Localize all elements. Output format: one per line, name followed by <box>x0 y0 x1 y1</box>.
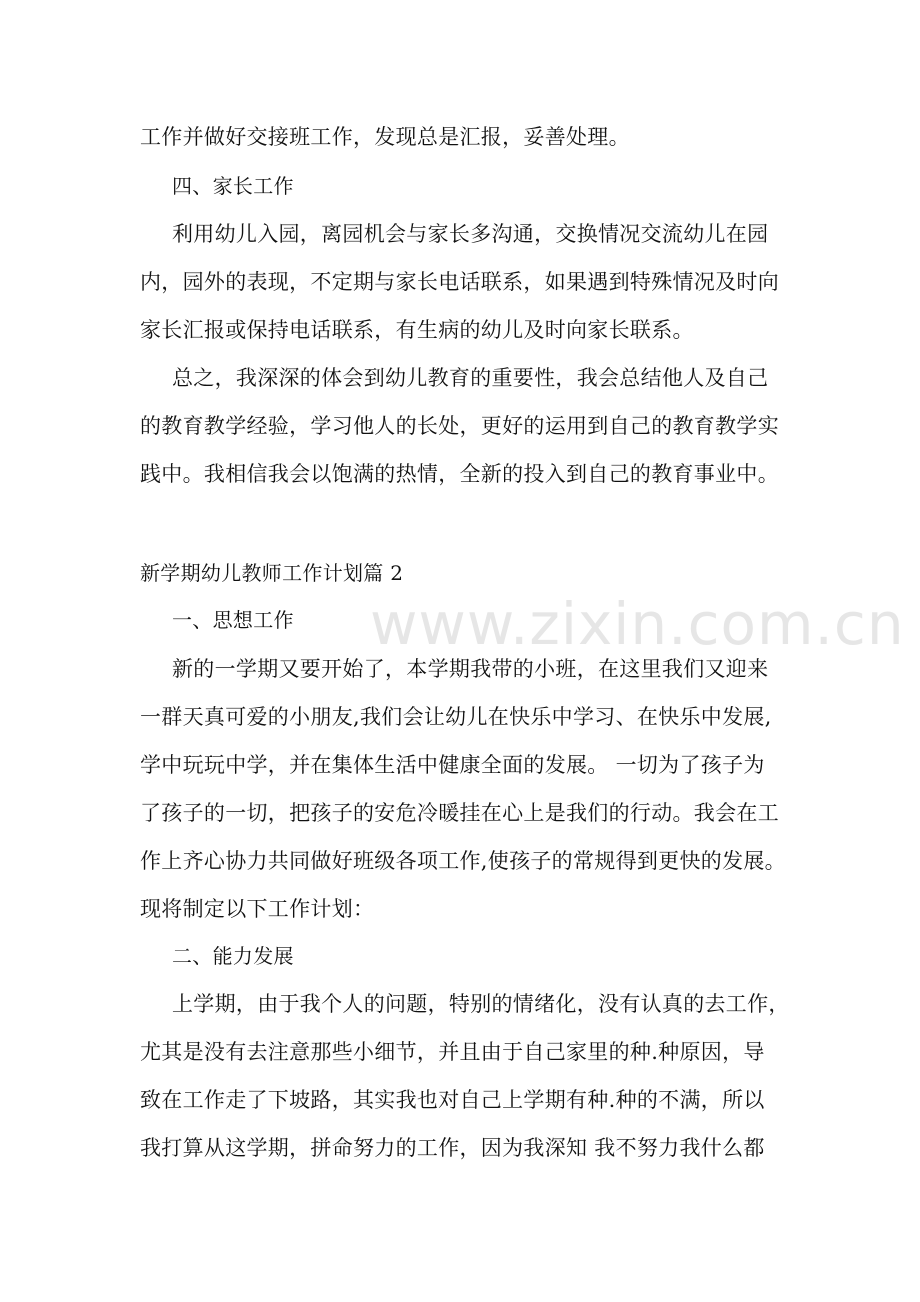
paragraph-line: 新的一学期又要开始了，本学期我带的小班，在这里我们又迎来 <box>172 657 769 681</box>
paragraph-line: 上学期，由于我个人的问题，特别的情绪化，没有认真的去工作， <box>172 992 790 1016</box>
paragraph-line: 践中。我相信我会以饱满的热情，全新的投入到自己的教育事业中。 <box>140 462 779 486</box>
section-heading-ability: 二、能力发展 <box>172 944 294 968</box>
section-heading-parent-work: 四、家长工作 <box>172 174 294 198</box>
paragraph-line: 内，园外的表现，不定期与家长电话联系，如果遇到特殊情况及时向 <box>140 270 779 294</box>
paragraph-line: 学中玩玩中学，并在集体生活中健康全面的发展。 一切为了孩子为 <box>140 753 765 777</box>
paragraph-line: 致在工作走了下坡路，其实我也对自己上学期有种.种的不满，所以 <box>140 1088 765 1112</box>
section-heading-thought-work: 一、思想工作 <box>172 608 294 632</box>
paragraph-line: 作上齐心协力共同做好班级各项工作,使孩子的常规得到更快的发展。 <box>140 849 786 873</box>
paragraph-line: 现将制定以下工作计划： <box>140 897 375 921</box>
paragraph-line: 总之，我深深的体会到幼儿教育的重要性，我会总结他人及自己 <box>172 366 769 390</box>
paragraph-line: 利用幼儿入园，离园机会与家长多沟通，交换情况交流幼儿在园 <box>172 222 769 246</box>
paragraph-line: 工作并做好交接班工作，发现总是汇报，妥善处理。 <box>140 125 630 149</box>
paragraph-line: 尤其是没有去注意那些小细节，并且由于自己家里的种.种原因，导 <box>140 1040 765 1064</box>
paragraph-line: 我打算从这学期，拼命努力的工作，因为我深知 我不努力我什么都 <box>140 1136 765 1160</box>
paragraph-line: 家长汇报或保持电话联系，有生病的幼儿及时向家长联系。 <box>140 318 694 342</box>
paragraph-line: 一群天真可爱的小朋友,我们会让幼儿在快乐中学习、在快乐中发展, <box>140 705 772 729</box>
document-section-title: 新学期幼儿教师工作计划篇 2 <box>140 561 404 585</box>
paragraph-line: 了孩子的一切，把孩子的安危冷暖挂在心上是我们的行动。我会在工 <box>140 801 779 825</box>
paragraph-line: 的教育教学经验，学习他人的长处，更好的运用到自己的教育教学实 <box>140 414 779 438</box>
watermark: www.zixin.com.cn <box>370 590 905 658</box>
